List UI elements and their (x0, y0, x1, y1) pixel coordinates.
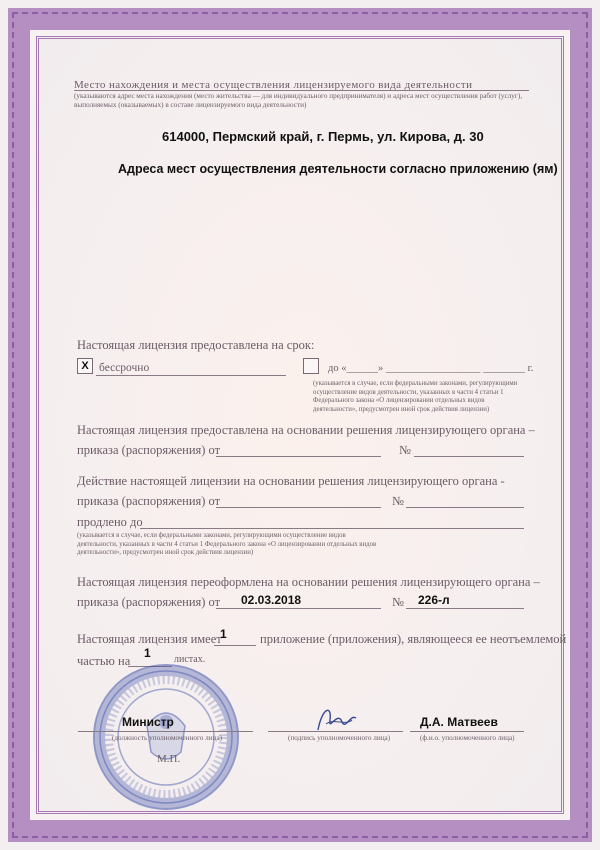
until-label: до «______» __________________ ________ г. (328, 363, 534, 374)
header-rule (74, 90, 529, 91)
basis-number-label: № (399, 443, 411, 457)
reissue-number-rule (406, 608, 524, 609)
reissue-order-label: приказа (распоряжения) от (77, 595, 221, 609)
extension-label: Действие настоящей лицензии на основании решения лицензирующего органа - (77, 474, 505, 488)
extended-until-label: продлено до (77, 515, 143, 529)
reissue-date: 02.03.2018 (241, 593, 302, 607)
term-label: Настоящая лицензия предоставлена на срок: (77, 338, 315, 352)
position-rule (78, 731, 253, 732)
reissue-number-label: № (392, 595, 404, 609)
until-note: (указывается в случае, если федеральными законами, регулирующими осуществление видов деятельности, указанных в части 4 статьи 1 Федерального закона «О лицензировании отдельных видов деятельности», предусмотрен иной срок действия лицензии) (313, 380, 518, 413)
sheets-suffix: листах. (174, 654, 206, 665)
appendices-label-start: Настоящая лицензия имеет (77, 632, 222, 646)
header-note: (указываются адрес места нахождения (место жительства — для индивидуального предпринимателя) и адреса мест осуществления работ (услуг), выполняемых (оказываемых) в составе лицензируемого вида деятельности) (74, 92, 523, 109)
appendices-label-end: приложение (приложения), являющееся ее неотъемлемой (260, 632, 567, 646)
indefinite-rule (96, 375, 286, 376)
reissue-number: 226-л (418, 593, 450, 607)
extension-note: (указывается в случае, если федеральными законами, регулирующими осуществление видов деятельности, указанных в части 4 статьи 1 Федерального закона «О лицензировании отдельных видов деятельности», предусмотрен иной срок действия лицензии) (77, 532, 377, 556)
stamp-place: М.П. (157, 753, 181, 765)
header-title: Место нахождения и места осуществления лицензируемого вида деятельности (74, 79, 473, 91)
basis-label: Настоящая лицензия предоставлена на основании решения лицензирующего органа – (77, 423, 535, 437)
extended-until-rule (140, 528, 524, 529)
sheets-prefix: частью на (77, 654, 131, 668)
reissue-date-rule (216, 608, 381, 609)
name-caption: (ф.и.о. уполномоченного лица) (420, 734, 515, 742)
signatory-name: Д.А. Матвеев (420, 715, 498, 729)
appendices-count-rule (214, 645, 256, 646)
until-checkbox[interactable] (303, 358, 319, 374)
signature-caption: (подпись уполномоченного лица) (288, 734, 391, 742)
reissue-label: Настоящая лицензия переоформлена на основании решения лицензирующего органа – (77, 575, 540, 589)
main-address: 614000, Пермский край, г. Пермь, ул. Кирова, д. 30 (162, 129, 484, 144)
signature-rule (268, 731, 403, 732)
basis-number-rule (414, 456, 524, 457)
basis-date-rule (216, 456, 381, 457)
appendices-count: 1 (220, 627, 227, 641)
extension-number-rule (406, 507, 524, 508)
position-caption: (должность уполномоченного лица) (112, 734, 223, 742)
signatory-position: Министр (122, 715, 174, 729)
name-rule (410, 731, 524, 732)
sheets-count: 1 (144, 646, 151, 660)
indefinite-checkbox[interactable]: X (77, 358, 93, 374)
extension-date-rule (216, 507, 381, 508)
extension-number-label: № (392, 494, 404, 508)
extension-order-label: приказа (распоряжения) от (77, 494, 221, 508)
indefinite-label: бессрочно (99, 362, 150, 374)
appendix-address-note: Адреса мест осуществления деятельности согласно приложению (ям) (118, 162, 558, 176)
basis-order-label: приказа (распоряжения) от (77, 443, 221, 457)
